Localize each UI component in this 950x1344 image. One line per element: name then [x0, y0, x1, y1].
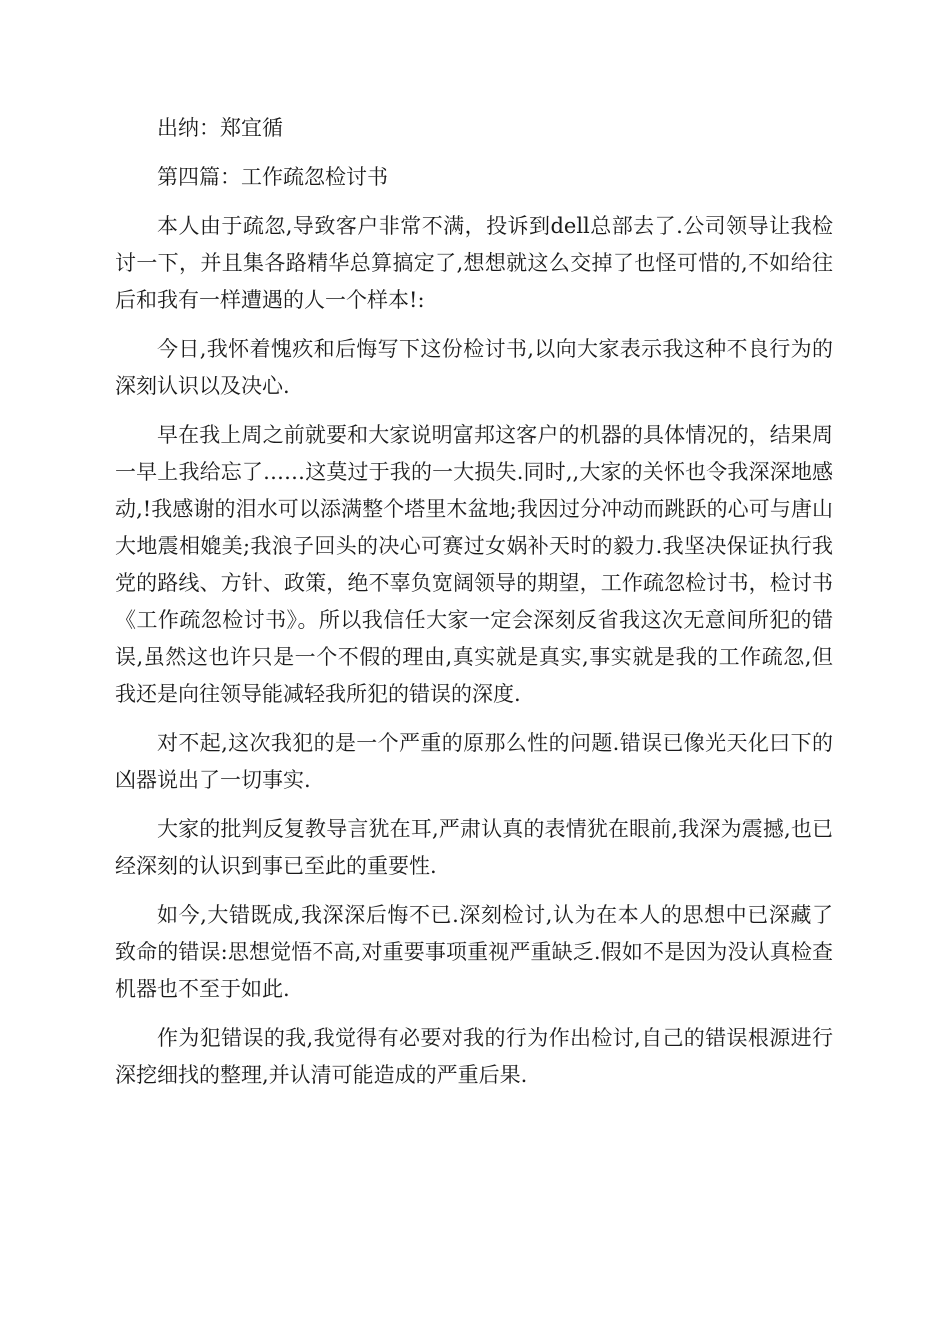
- document-body: [115, 110, 833, 1106]
- paragraph: 如今,大错既成,我深深后悔不已.深刻检讨,认为在本人的思想中已深藏了致命的错误:思想觉悟不高,对重要事项重视严重缺乏.假如不是因为没认真检查机器也不至于如此.: [115, 903, 833, 1001]
- paragraph: 对不起,这次我犯的是一个严重的原那么性的问题.错误已像光天化曰下的凶器说出了一切事实.: [115, 731, 833, 792]
- cashier-line: 出纳：郑宜循: [157, 116, 283, 140]
- paragraph: 本人由于疏忽,导致客户非常不满，投诉到dell总部去了.公司领导让我检讨一下，并且集各路精华总算搞定了,想想就这么交掉了也怪可惜的,不如给往后和我有一样遭遇的人一个样本!:: [115, 214, 833, 312]
- paragraph: 今日,我怀着愧疚和后悔写下这份检讨书,以向大家表示我这种不良行为的深刻认识以及决心.: [115, 337, 833, 398]
- section-heading: 第四篇：工作疏忽检讨书: [157, 165, 388, 189]
- paragraph: 早在我上周之前就要和大家说明富邦这客户的机器的具体情况的，结果周一早上我给忘了……这莫过于我的一大损失.同时,,大家的关怀也令我深深地感动,!我感谢的泪水可以添满整个塔里木盆地;我因过分冲动而跳跃的心可与唐山大地震相媲美;我浪子回头的决心可赛过女娲补天时的毅力.我坚决保证执行我党的路线、方针、政策，绝不辜负宽阔领导的期望，工作疏忽检讨书，检讨书《工作疏忽检讨书》。所以我信任大家一定会深刻反省我这次无意间所犯的错误,虽然这也许只是一个不假的理由,真实就是真实,事实就是我的工作疏忽,但我还是向往领导能减轻我所犯的错误的深度.: [115, 423, 833, 706]
- paragraph: 作为犯错误的我,我觉得有必要对我的行为作出检讨,自己的错误根源进行深挖细找的整理,并认清可能造成的严重后果.: [115, 1026, 833, 1087]
- paragraph: 大家的批判反复教导言犹在耳,严肃认真的表情犹在眼前,我深为震撼,也已经深刻的认识到事已至此的重要性.: [115, 817, 833, 878]
